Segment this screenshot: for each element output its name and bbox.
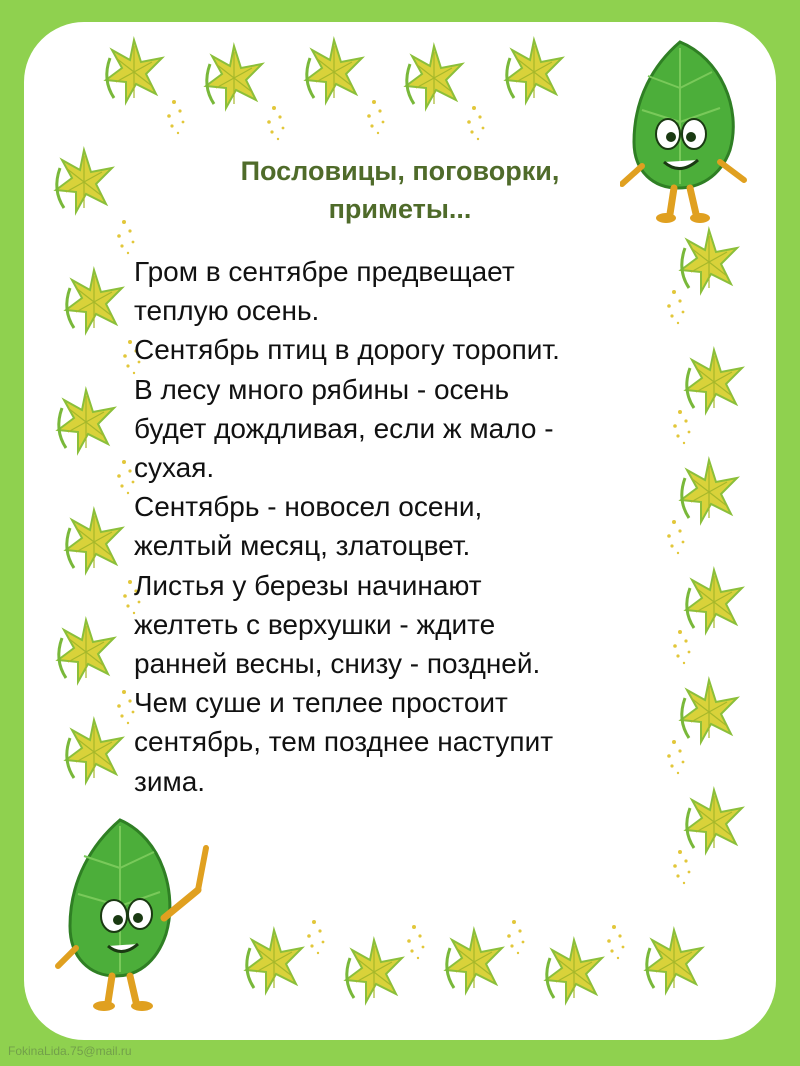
page-title — [170, 152, 630, 228]
text-line: Чем суше и теплее простоит — [134, 687, 508, 719]
text-line: В лесу много рябины - осень — [134, 373, 510, 405]
text-line: ранней весны, снизу - поздней. — [134, 648, 541, 680]
watermark: FokinaLida.75@mail.ru — [8, 1044, 132, 1058]
bottom-leaf-row — [246, 920, 702, 1002]
text-line: желтый месяц, златоцвет. — [134, 530, 471, 562]
title-line: Пословицы, поговорки, — [240, 156, 560, 186]
text-line: сухая. — [134, 452, 215, 484]
leaf-character-icon — [620, 38, 750, 228]
text-line: желтеть с верхушки - ждите — [134, 608, 496, 640]
text-line: Сентябрь птиц в дорогу торопит. — [134, 334, 560, 366]
text-line: Сентябрь - новосел осени, — [134, 491, 483, 523]
text-line: Листья у березы начинают — [134, 569, 482, 601]
proverbs-text — [134, 252, 654, 801]
top-leaf-row — [106, 40, 562, 140]
text-line: будет дождливая, если ж мало - — [134, 412, 554, 444]
right-leaf-column — [667, 230, 742, 884]
text-line: сентябрь, тем позднее наступит — [134, 726, 554, 758]
text-line: зима. — [134, 765, 206, 797]
left-leaf-column — [56, 150, 140, 782]
text-line: теплую осень. — [134, 295, 320, 327]
title-line: приметы... — [328, 194, 472, 224]
leaf-character-pointing-icon — [50, 818, 220, 1018]
text-line: Гром в сентябре предвещает — [134, 256, 515, 287]
